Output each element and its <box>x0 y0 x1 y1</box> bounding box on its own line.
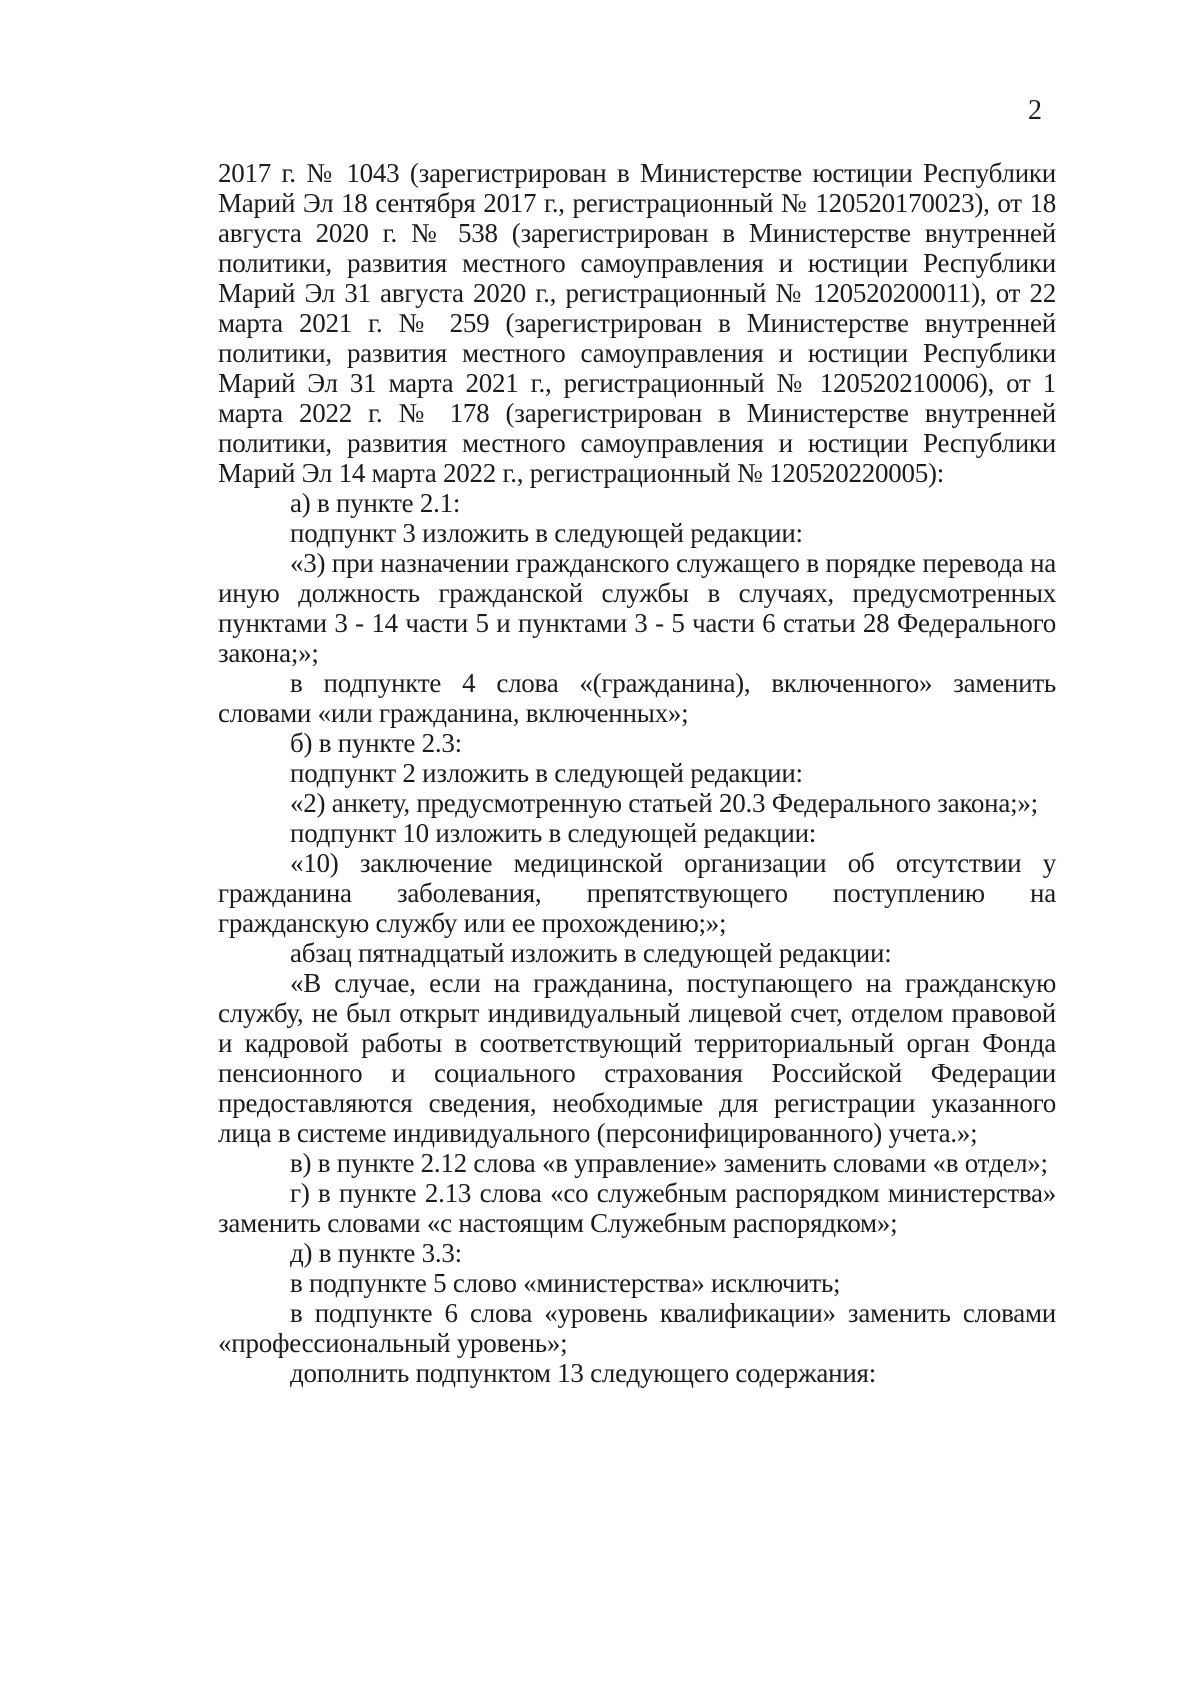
paragraph: подпункт 2 изложить в следующей редакции: <box>290 758 803 788</box>
paragraph-item-g: г) в пункте 2.13 слова «со служебным распорядком министерства» заменить словами «с настоящим Служебным распорядком»; <box>218 1178 1056 1238</box>
paragraph: в подпункте 5 слово «министерства» исключить; <box>290 1268 841 1298</box>
paragraph: дополнить подпунктом 13 следующего содержания: <box>290 1358 876 1388</box>
paragraph: «3) при назначении гражданского служащего в порядке перевода на иную должность гражданской службы в случаях, предусмотренных пунктами 3 - 14 части 5 и пунктами 3 - 5 части 6 статьи 28 Федерального закона;»; <box>218 548 1056 668</box>
paragraph: в подпункте 4 слова «(гражданина), включенного» заменить словами «или гражданина, включенных»; <box>218 668 1056 728</box>
paragraph: «2) анкету, предусмотренную статьей 20.3 Федерального закона;»; <box>290 788 1038 818</box>
document-body <box>218 158 1056 1388</box>
paragraph: подпункт 3 изложить в следующей редакции: <box>290 518 803 548</box>
paragraph-item-a: а) в пункте 2.1: <box>290 488 461 518</box>
paragraph: в подпункте 6 слова «уровень квалификации» заменить словами «профессиональный уровень»; <box>218 1298 1056 1358</box>
page-number: 2 <box>1028 95 1042 126</box>
paragraph: подпункт 10 изложить в следующей редакции: <box>290 818 817 848</box>
paragraph: «10) заключение медицинской организации об отсутствии у гражданина заболевания, препятствующего поступлению на гражданскую службу или ее прохождению;»; <box>218 848 1056 938</box>
paragraph: «В случае, если на гражданина, поступающего на гражданскую службу, не был открыт индивидуальный лицевой счет, отделом правовой и кадровой работы в соответствующий территориальный орган Фонда пенсионного и социального страхования Российской Федерации предоставляются сведения, необходимые для регистрации указанного лица в системе индивидуального (персонифицированного) учета.»; <box>218 968 1056 1148</box>
paragraph-item-v: в) в пункте 2.12 слова «в управление» заменить словами «в отдел»; <box>290 1148 1048 1178</box>
paragraph-intro: 2017 г. № 1043 (зарегистрирован в Министерстве юстиции Республики Марий Эл 18 сентября 2017 г., регистрационный № 120520170023), от 18 августа 2020 г. № 538 (зарегистрирован в Министерстве внутренней политики, развития местного самоуправления и юстиции Республики Марий Эл 31 августа 2020 г., регистрационный № 120520200011), от 22 марта 2021 г. № 259 (зарегистрирован в Министерстве внутренней политики, развития местного самоуправления и юстиции Республики Марий Эл 31 марта 2021 г., регистрационный № 120520210006), от 1 марта 2022 г. № 178 (зарегистрирован в Министерстве внутренней политики, развития местного самоуправления и юстиции Республики Марий Эл 14 марта 2022 г., регистрационный № 120520220005): <box>218 158 1056 488</box>
paragraph-item-b: б) в пункте 2.3: <box>290 728 462 758</box>
paragraph-item-d: д) в пункте 3.3: <box>290 1238 462 1268</box>
paragraph: абзац пятнадцатый изложить в следующей редакции: <box>290 938 892 968</box>
